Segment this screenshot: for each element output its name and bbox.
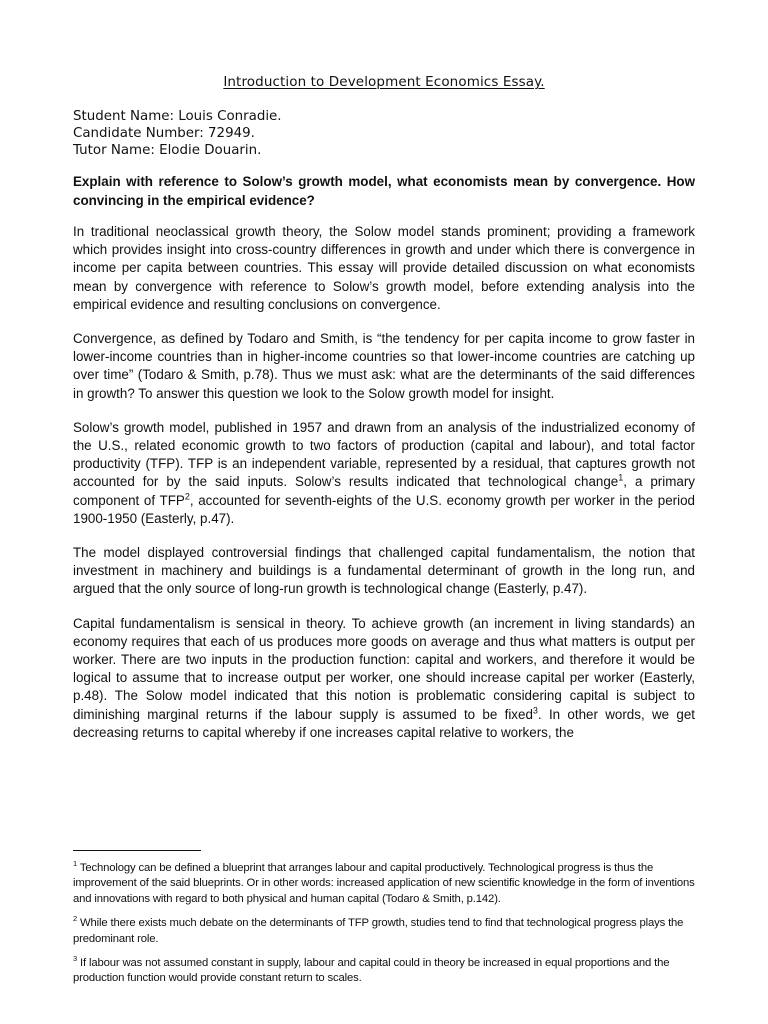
- footnote-2-text: While there exists much debate on the determinants of TFP growth, studies tend to find that technological progress plays the predominant role.: [73, 917, 684, 945]
- paragraph-1: In traditional neoclassical growth theory, the Solow model stands prominent; providing a framework which provides insight into cross-country differences in growth and under which there is convergence in income per capita between countries. This essay will provide detailed discussion on what economists mean by convergence with reference to Solow’s growth model, before extending analysis into the empirical evidence and resulting conclusions on convergence.: [73, 224, 695, 312]
- footnote-ref-3: 3: [532, 705, 538, 716]
- footnote-2: [73, 916, 701, 947]
- footnote-1-mark: 1: [73, 859, 78, 869]
- footnote-2-mark: 2: [73, 914, 78, 924]
- essay-question: Explain with reference to Solow’s growth model, what economists mean by convergence. How convincing in the empirical evidence?: [73, 174, 695, 208]
- footnote-3-mark: 3: [73, 954, 78, 964]
- paragraph-3-text-a: Solow’s growth model, published in 1957 and drawn from an analysis of the industrialized economy of the U.S., related economic growth to two factors of production (capital and labour), and total factor productivity (TFP). TFP is an independent variable, represented by a residual, that captures growth not accounted for by the said inputs. Solow’s results indicated that technological change: [73, 419, 695, 490]
- paragraph-2: Convergence, as defined by Todaro and Smith, is “the tendency for per capita income to grow faster in lower-income countries than in higher-income countries so that lower-income countries are catching up over time” (Todaro & Smith, p.78). Thus we must ask: what are the determinants of the said differences in growth? To answer this question we look to the Solow growth model for insight.: [73, 331, 695, 401]
- paragraph-3: [73, 419, 695, 528]
- paragraph-5-text-a: Capital fundamentalism is sensical in theory. To achieve growth (an increment in living standards) an economy requires that each of us produces more goods on average and thus what matters is output per worker. There are two inputs in the production function: capital and workers, and therefore it would be logical to assume that to increase output per worker, one should increase capital per worker (Easterly, p.48). The Solow model indicated that this notion is problematic considering capital is subject to diminishing marginal returns if the labour supply is assumed to be fixed: [73, 615, 695, 722]
- footnote-1-text: Technology can be defined a blueprint that arranges labour and capital productively. Technological progress is thus the improvement of the said blueprints. Or in other words: increased application of new scientific knowledge in the form of inventions and innovations with regard to both physical and human capital (Todaro & Smith, p.142).: [73, 862, 695, 905]
- essay-body: [73, 223, 695, 742]
- footnote-ref-1: 1: [618, 472, 624, 483]
- student-details: [73, 108, 282, 159]
- footnote-divider: [73, 850, 201, 851]
- paragraph-5: [73, 615, 695, 742]
- candidate-number: Candidate Number: 72949.: [73, 126, 255, 141]
- footnote-ref-2: 2: [184, 491, 190, 502]
- student-name: Student Name: Louis Conradie.: [73, 109, 282, 124]
- footnote-3: [73, 956, 701, 987]
- paragraph-3-text-c: , accounted for seventh-eights of the U.S. economy growth per worker in the period 1900-1950 (Easterly, p.47).: [73, 492, 695, 526]
- footnotes: [73, 861, 701, 996]
- paragraph-3-text-b: , a primary component of TFP: [73, 474, 695, 508]
- paragraph-4: The model displayed controversial findings that challenged capital fundamentalism, the notion that investment in machinery and buildings is a fundamental determinant of growth in the long run, and argued that the only source of long-run growth is technological change (Easterly, p.47).: [73, 545, 695, 597]
- tutor-name: Tutor Name: Elodie Douarin.: [73, 143, 262, 158]
- footnote-3-text: If labour was not assumed constant in supply, labour and capital could in theory be increased in equal proportions and the production function would provide constant return to scales.: [73, 957, 670, 985]
- essay-title: Introduction to Development Economics Essay.: [223, 74, 545, 90]
- paragraph-5-text-b: . In other words, we get decreasing returns to capital whereby if one increases capital relative to workers, the: [73, 706, 696, 740]
- footnote-1: [73, 861, 701, 907]
